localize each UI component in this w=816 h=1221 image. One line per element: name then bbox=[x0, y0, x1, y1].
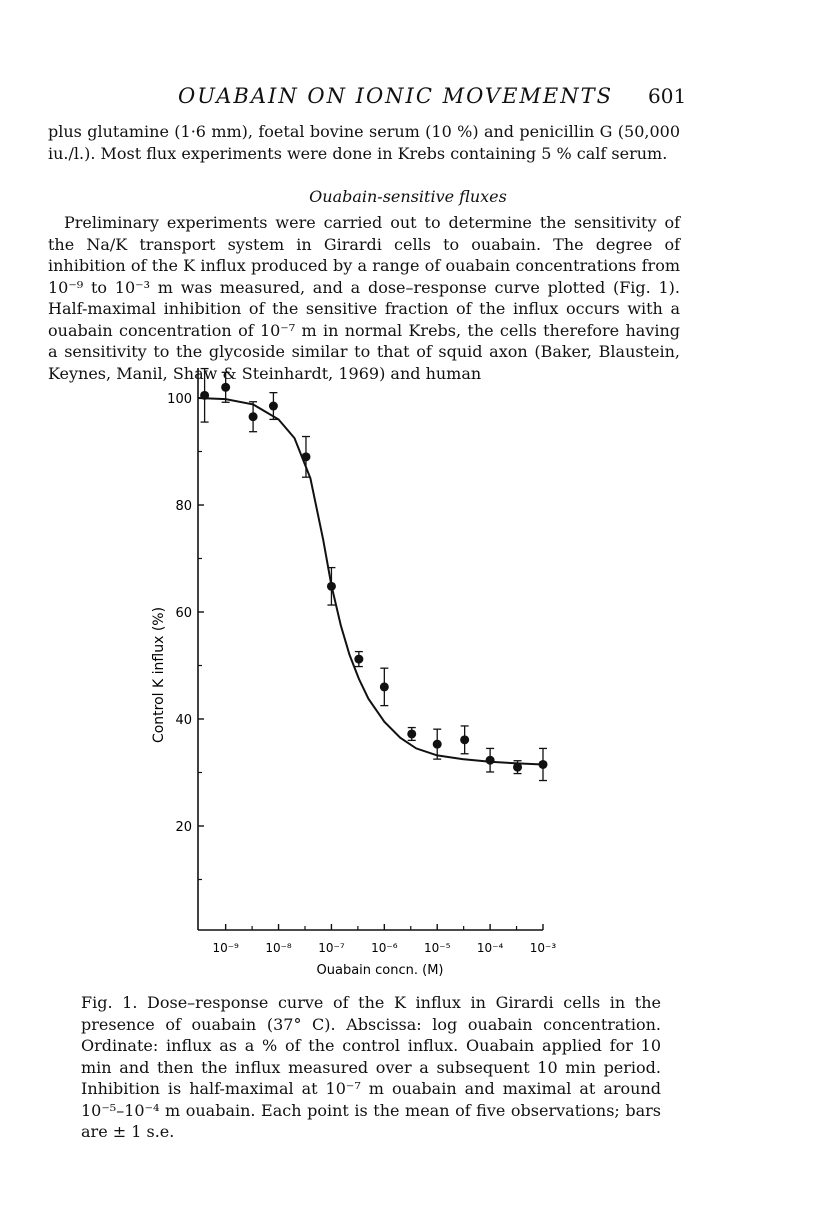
data-point bbox=[354, 652, 363, 667]
data-point bbox=[380, 668, 389, 705]
point-marker bbox=[301, 452, 310, 461]
x-tick-label: 10⁻⁵ bbox=[424, 941, 451, 955]
x-axis-label: Ouabain concn. (M) bbox=[316, 963, 444, 978]
point-marker bbox=[486, 756, 495, 765]
page-number: 601 bbox=[648, 84, 687, 108]
point-marker bbox=[269, 402, 278, 411]
fitted-curve-layer bbox=[198, 398, 543, 765]
point-marker bbox=[513, 763, 522, 772]
y-tick-label: 20 bbox=[175, 820, 192, 835]
running-title: OUABAIN ON IONIC MOVEMENTS bbox=[178, 84, 614, 108]
point-marker bbox=[221, 383, 230, 392]
section-heading: Ouabain-sensitive fluxes bbox=[309, 187, 507, 206]
data-point bbox=[486, 748, 495, 772]
point-marker bbox=[407, 729, 416, 738]
y-axis-label: Control K influx (%) bbox=[151, 606, 167, 744]
point-marker bbox=[200, 391, 209, 400]
data-point bbox=[539, 748, 548, 780]
point-marker bbox=[249, 412, 258, 421]
y-tick-label: 80 bbox=[175, 499, 192, 514]
data-point bbox=[301, 437, 310, 478]
x-tick-label: 10⁻⁸ bbox=[265, 941, 292, 955]
dose-response-figure bbox=[0, 360, 816, 985]
data-point bbox=[200, 369, 209, 423]
x-tick-label: 10⁻⁴ bbox=[476, 941, 504, 955]
figure-caption: Fig. 1. Dose–response curve of the K influx in Girardi cells in the presence of ouabain (37° C). Abscissa: log ouabain concentration. Ordinate: influx as a % of the control influx. Ouabain applied for 10 min and then the influx measured over a subsequent 10 min period. Inhibition is half-maximal at 10⁻⁷ m ouabain and maximal at around 10⁻⁵–10⁻⁴ m ouabain. Each point is the mean of five observations; bars are ± 1 s.e. bbox=[81, 993, 661, 1141]
point-marker bbox=[354, 655, 363, 664]
point-marker bbox=[380, 682, 389, 691]
data-points-layer bbox=[200, 369, 547, 781]
x-tick-label: 10⁻⁶ bbox=[371, 941, 398, 955]
point-marker bbox=[327, 582, 336, 591]
x-tick-label: 10⁻³ bbox=[529, 941, 557, 955]
point-marker bbox=[539, 760, 548, 769]
data-point bbox=[221, 372, 230, 402]
data-point bbox=[460, 726, 469, 754]
intro-paragraph: plus glutamine (1·6 mm), foetal bovine serum (10 %) and penicillin G (50,000 iu./l.). Most flux experiments were done in Krebs containing 5 % calf serum. bbox=[48, 122, 680, 163]
point-marker bbox=[460, 735, 469, 744]
y-tick-label: 60 bbox=[175, 606, 192, 621]
body-paragraph: Preliminary experiments were carried out to determine the sensitivity of the Na/K transport system in Girardi cells to ouabain. The degree of inhibition of the K influx produced by a range of ouabain concentrations from 10⁻⁹ to 10⁻³ m was measured, and a dose–response curve plotted (Fig. 1). Half-maximal inhibition of the sensitive fraction of the influx occurs with a ouabain concentration of 10⁻⁷ m in normal Krebs, the cells therefore having a sensitivity to the glycoside similar to that of squid axon (Baker, Blaustein, Keynes, Manil, Shaw & Steinhardt, 1969) and human bbox=[48, 213, 680, 383]
data-point bbox=[407, 728, 416, 741]
y-tick-label: 100 bbox=[167, 392, 192, 407]
page-header bbox=[0, 84, 816, 114]
fitted-curve bbox=[198, 398, 543, 765]
x-tick-label: 10⁻⁹ bbox=[212, 941, 239, 955]
y-tick-label: 40 bbox=[175, 713, 192, 728]
point-marker bbox=[433, 740, 442, 749]
x-tick-label: 10⁻⁷ bbox=[318, 941, 345, 955]
